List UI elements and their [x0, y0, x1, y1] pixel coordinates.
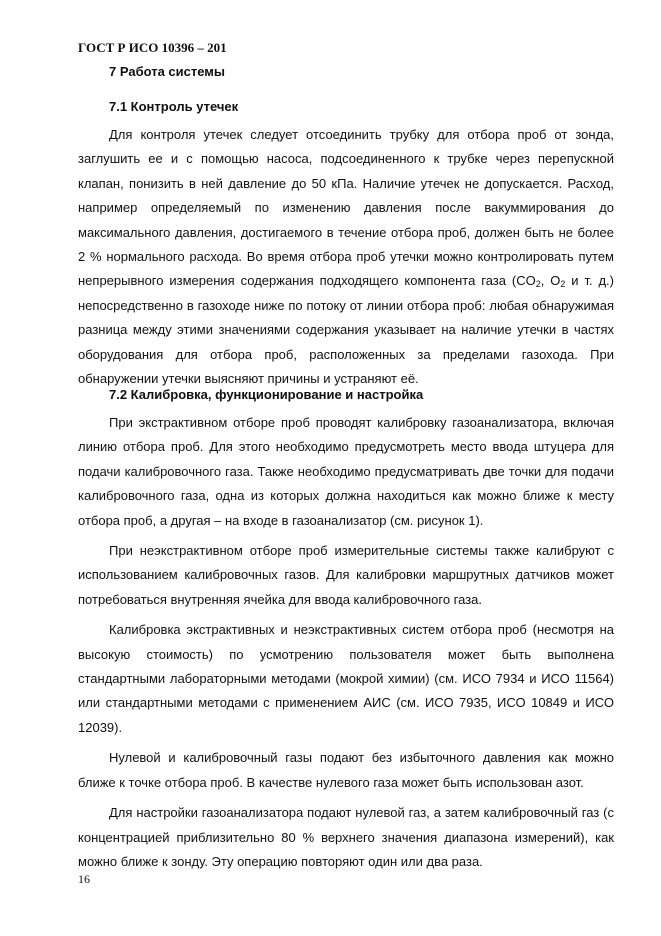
paragraph: Нулевой и калибровочный газы подают без избыточного давления как можно ближе к точке отбора проб. В качестве нулевого газа может быть использован азот.	[78, 750, 614, 790]
section-7-1-body	[78, 123, 614, 391]
document-header: ГОСТ Р ИСО 10396 – 201	[78, 40, 227, 55]
paragraph-leak-control: Для контроля утечек следует отсоединить трубку для отбора проб от зонда, заглушить ее и с помощью насоса, подсоединенного к трубке через перепускной клапан, понизить в ней давление до 50 кПа. Наличие утечек не допускается. Расход, например определяемый по изменению давления после вакуммирования до максимального давления, достигаемого в течение отбора проб, должен быть не более 2 % нормального расхода. Во время отбора проб утечки можно контролировать путем непрерывного измерения содержания подходящего компонента газа ($CO_2$, $O_2$ и т. д.) непосредственно в газоходе ниже по потоку от линии отбора проб: любая обнаружимая разница между этими значениями содержания указывает на наличие утечки в частях оборудования для отбора проб, расположенных за пределами газохода. При обнаружении утечки выясняют причины и устраняют её.	[78, 127, 615, 387]
section-7-2-title: 7.2 Калибровка, функционирование и настройка	[109, 387, 424, 402]
paragraph: При экстрактивном отборе проб проводят калибровку газоанализатора, включая линию отбора проб. Для этого необходимо предусмотреть место ввода штуцера для подачи калибровочного газа. Также необходимо предусматривать две точки для подачи калибровочного газа, одна из которых должна находиться как можно ближе к месту отбора проб, а другая – на входе в газоанализатор (см. рисунок 1).	[78, 415, 614, 528]
paragraph: При неэкстрактивном отборе проб измерительные системы также калибруют с использованием калибровочных газов. Для калибровки маршрутных датчиков может потребоваться внутренняя ячейка для ввода калибровочного газа.	[78, 543, 614, 607]
paragraph: Для настройки газоанализатора подают нулевой газ, а затем калибровочный газ (с концентрацией приблизительно 80 % верхнего значения диапазона измерений), как можно ближе к зонду. Эту операцию повторяют один или два раза.	[78, 805, 614, 869]
section-7-2-body	[78, 411, 614, 874]
page-number: 16	[78, 872, 90, 886]
section-7-1-title: 7.1 Контроль утечек	[109, 99, 239, 114]
paragraph: Калибровка экстрактивных и неэкстрактивных систем отбора проб (несмотря на высокую стоимость) по усмотрению пользователя может быть выполнена стандартными лабораторными методами (мокрой химии) (см. ИСО 7934 и ИСО 11564) или стандартными методами с применением АИС (см. ИСО 7935, ИСО 10849 и ИСО 12039).	[78, 622, 614, 735]
section-7-title: 7 Работа системы	[109, 64, 226, 79]
